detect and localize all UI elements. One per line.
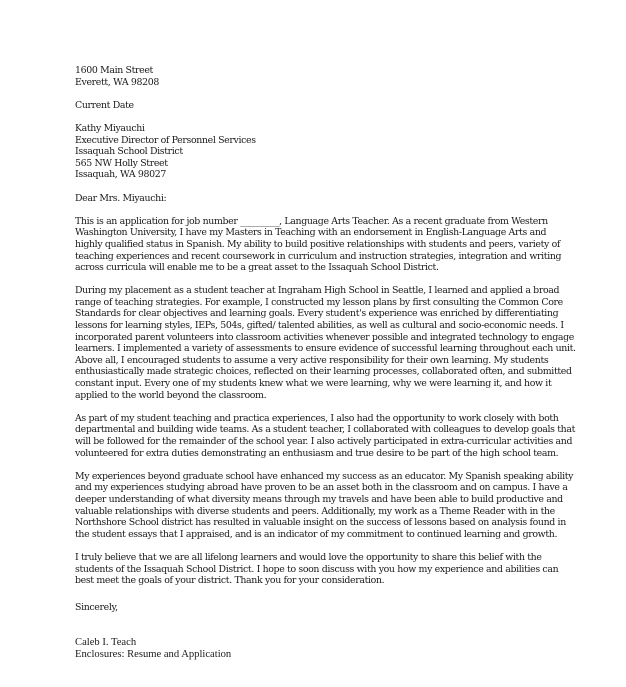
- paragraph-line: My experiences beyond graduate school have enhanced my success as an educator. My Spanish speaking ability: [75, 470, 574, 482]
- paragraph-line: As part of my student teaching and practica experiences, I also had the opportunity to work closely with both: [75, 412, 559, 424]
- paragraph-line: deeper understanding of what diversity means through my travels and have been able to build productive and: [75, 493, 563, 505]
- paragraph-line: across curricula will enable me to be a great asset to the Issaquah School District.: [75, 262, 439, 274]
- sender-street: 1600 Main Street: [75, 65, 153, 76]
- paragraph-line: learners. I implemented a variety of assessments to ensure evidence of successful learning throughout each unit.: [75, 343, 576, 355]
- paragraph-line: applied to the world beyond the classroom.: [75, 389, 267, 401]
- paragraph-line: Standards for clear objectives and learning goals. Every student's experience was enriched by differentiating: [75, 308, 559, 320]
- paragraph-line: will be followed for the remainder of the school year. I also actively participated in extra-curricular activities and: [75, 436, 573, 447]
- cover-letter: [75, 65, 576, 660]
- paragraph-line: I truly believe that we are all lifelong learners and would love the opportunity to share this belief with the: [75, 551, 542, 563]
- recipient-organization: Issaquah School District: [75, 146, 183, 158]
- recipient-address: [75, 123, 555, 181]
- recipient-title: Executive Director of Personnel Services: [75, 134, 256, 146]
- paragraph-line: teaching experiences and recent coursework in curriculum and instruction strategies, integration and writing: [75, 250, 562, 262]
- paragraph-line: This is an application for job number _________, Language Arts Teacher. As a recent graduate from Western: [75, 215, 548, 227]
- body-paragraph-4: [75, 470, 574, 541]
- date-text: Current Date: [75, 99, 134, 111]
- sender-city: Everett, WA 98208: [75, 76, 160, 88]
- paragraph-line: students of the Issaquah School District. I hope to soon discuss with you how my experience and abilities can: [75, 563, 559, 575]
- paragraph-line: incorporated parent volunteers into classroom activities whenever possible and integrated technology to engage: [75, 331, 574, 343]
- paragraph-line: Above all, I encouraged students to assume a very active responsibility for their own learning. My students: [75, 354, 549, 366]
- salutation-text: Dear Mrs. Miyauchi:: [75, 192, 167, 204]
- paragraph-line: departmental and building wide teams. As a student teacher, I collaborated with colleagues to develop goals that: [75, 424, 576, 436]
- paragraph-line: constant input. Every one of my students knew what we were learning, why we were learning it, and how it: [75, 378, 552, 390]
- sender-address: [75, 65, 555, 88]
- paragraph-line: the student essays that I appraised, and is an indicator of my commitment to continued learning and growth.: [75, 528, 558, 540]
- body-paragraph-1: [75, 215, 562, 274]
- closing: [75, 602, 555, 614]
- body-paragraph-2: [75, 285, 576, 401]
- salutation: [75, 193, 555, 205]
- paragraph-line: best meet the goals of your district. Thank you for your consideration.: [75, 575, 385, 587]
- signature-name: Caleb I. Teach: [75, 636, 137, 648]
- signature-block: [75, 637, 555, 660]
- paragraph-line: During my placement as a student teacher at Ingraham High School in Seattle, I learned and applied a broad: [75, 285, 560, 297]
- paragraph-line: volunteered for extra duties demonstrating an enthusiasm and true desire to be part of the high school team.: [75, 447, 559, 459]
- paragraph-line: Northshore School district has resulted in valuable insight on the success of lessons based on analysis found in: [75, 517, 566, 529]
- paragraph-line: range of teaching strategies. For example, I constructed my lesson plans by first consulting the Common Core: [75, 296, 563, 308]
- paragraph-line: valuable relationships with diverse students and peers. Additionally, my work as a Theme Reader with in the: [75, 505, 555, 517]
- recipient-name: Kathy Miyauchi: [75, 122, 145, 134]
- enclosures-note: Enclosures: Resume and Application: [75, 648, 232, 660]
- closing-text: Sincerely,: [75, 602, 118, 614]
- body-paragraph-5: [75, 551, 559, 587]
- paragraph-line: highly qualified status in Spanish. My ability to build positive relationships with students and peers, variety of: [75, 238, 560, 250]
- letter-date: [75, 100, 555, 112]
- paragraph-line: lessons for learning styles, IEPs, 504s, gifted/ talented abilities, as well as cultural and socio-economic needs. I: [75, 320, 564, 332]
- paragraph-line: and my experiences studying abroad have proven to be an asset both in the classroom and on campus. I have a: [75, 482, 568, 494]
- recipient-city: Issaquah, WA 98027: [75, 169, 166, 181]
- paragraph-line: enthusiastically made strategic choices, reflected on their learning processes, collaborated often, and submitted: [75, 366, 572, 378]
- paragraph-line: Washington University, I have my Masters in Teaching with an endorsement in English-Language Arts and: [75, 227, 547, 239]
- recipient-street: 565 NW Holly Street: [75, 157, 168, 169]
- body-paragraph-3: [75, 412, 576, 459]
